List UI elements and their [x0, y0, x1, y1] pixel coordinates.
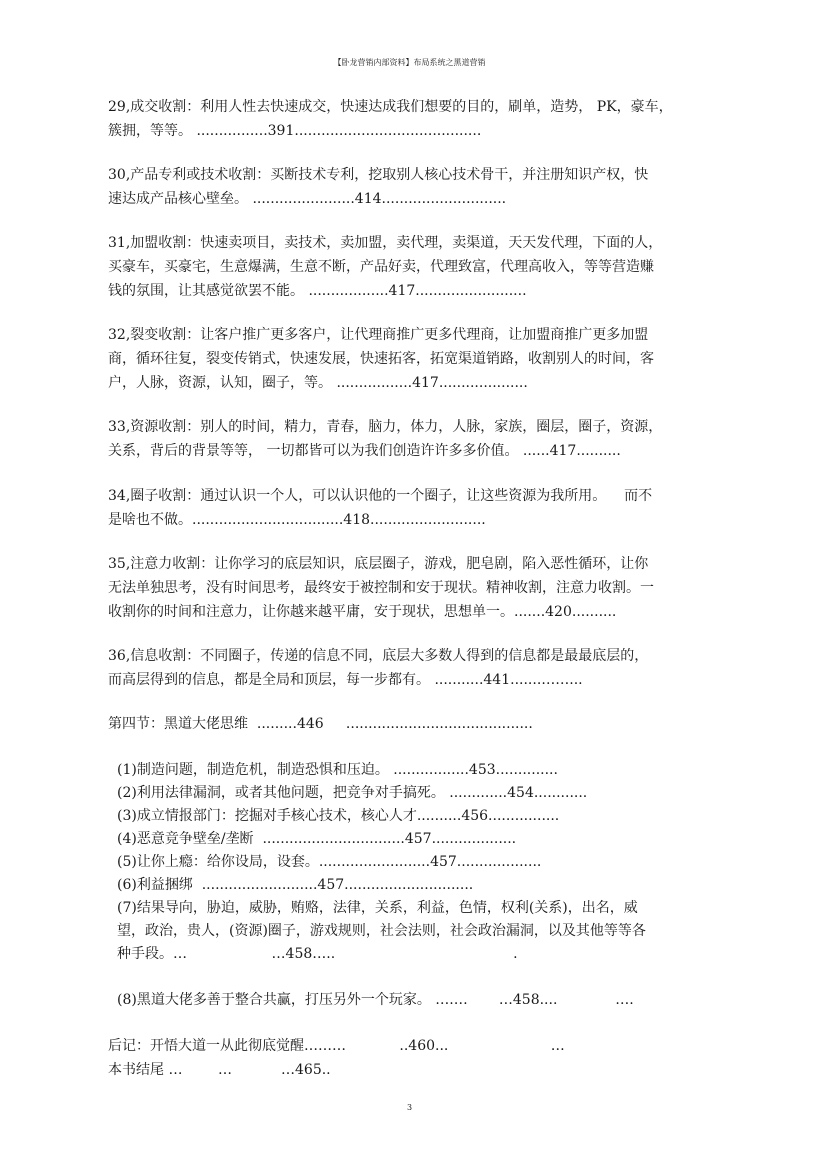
toc-entry-29-line-1: 29,成交收割：利用人性去快速成交，快速达成我们想要的目的，刷单，造势， PK，豪车， [108, 99, 673, 115]
section-item-3: (3)成立情报部门：挖掘对手核心技术，核心人才..........456................ [117, 808, 560, 824]
toc-entry-31-line-2: 买豪车，买豪宅，生意爆满，生意不断，产品好卖，代理致富，代理高收入，等等营造赚 [108, 259, 654, 275]
toc-entry-32-line-2: 商，循环往复，裂变传销式，快速发展，快速拓客，拓宽渠道销路，收割别人的时间，客 [108, 351, 654, 367]
toc-entry-33-line-1: 33,资源收割：别人的时间，精力，青春，脑力，体力，人脉，家族，圈层，圈子，资源， [108, 419, 663, 435]
page-number: 3 [406, 1103, 413, 1112]
section-item-6: (6)利益捆绑 ..........................457............................. [117, 877, 474, 893]
section-item-4: (4)恶意竞争壁垒/垄断 ................................457................... [117, 831, 517, 847]
toc-entry-35-line-2: 无法单独思考，没有时间思考，最终安于被控制和安于现状。精神收割，注意力收割。一 [108, 580, 654, 596]
section-item-1: (1)制造问题，制造危机，制造恐惧和压迫。 .................453.............. [117, 762, 558, 778]
afterword-line: 后记：开悟大道一从此彻底觉醒……… ..460... … [108, 1038, 565, 1054]
toc-entry-36-line-1: 36,信息收割：不同圈子，传递的信息不同，底层大多数人得到的信息都是最最底层的， [108, 648, 649, 664]
section-item-2: (2)利用法律漏洞，或者其他问题，把竞争对手搞死。 .............454............ [117, 785, 588, 801]
book-ending-line: 本书结尾 … … …465.. [108, 1062, 331, 1078]
toc-entry-35-line-3: 收割你的时间和注意力，让你越来越平庸，安于现状，思想单一。.......420.......... [108, 604, 617, 620]
toc-entry-33-line-2: 关系，背后的背景等等， 一切都皆可以为我们创造许许多多价值。 ......417.......... [108, 443, 621, 459]
toc-entry-30-line-2: 速达成产品核心壁垒。 .......................414............................ [108, 191, 507, 207]
section-item-7-line-2: 望，政治，贵人，(资源)圈子，游戏规则，社会法则，社会政治漏洞，以及其他等等各 [117, 923, 646, 939]
section-heading: 第四节：黑道大佬思维 .........446 .......................................... [108, 716, 533, 732]
toc-entry-32-line-1: 32,裂变收割：让客户推广更多客户，让代理商推广更多代理商，让加盟商推广更多加盟 [108, 327, 649, 343]
toc-entry-32-line-3: 户，人脉，资源，认知，圈子，等。 .................417.................... [108, 375, 528, 391]
section-item-7-line-3: 种手段。… …458….. . [117, 946, 518, 962]
toc-entry-35-line-1: 35,注意力收割：让你学习的底层知识，底层圈子，游戏，肥皂剧，陷入恶性循环，让你 [108, 556, 649, 572]
section-item-5: (5)让你上瘾：给你设局，设套。.........................457................... [117, 854, 542, 870]
toc-entry-31-line-1: 31,加盟收割：快速卖项目，卖技术，卖加盟，卖代理，卖渠道，天天发代理，下面的人， [108, 235, 663, 251]
toc-entry-30-line-1: 30,产品专利或技术收割：买断技术专利，挖取别人核心技术骨干，并注册知识产权，快 [108, 167, 649, 183]
section-item-7-line-1: (7)结果导向，胁迫，威胁，贿赂，法律，关系，利益，色情，权利(关系)，出名，威 [117, 900, 638, 916]
toc-entry-29-line-2: 簇拥，等等。 ................391.......................................... [108, 123, 482, 139]
toc-entry-31-line-3: 钱的氛围，让其感觉欲罢不能。 ..................417......................... [108, 283, 527, 299]
toc-entry-34-line-2: 是啥也不做。..................................418.......................... [108, 512, 486, 528]
toc-entry-34-line-1: 34,圈子收割：通过认识一个人，可以认识他的一个圈子，让这些资源为我所用。 而不 [108, 488, 653, 504]
toc-entry-36-line-2: 而高层得到的信息，都是全局和顶层，每一步都有。 ...........441.......……... [108, 672, 583, 688]
section-item-8: (8)黑道大佬多善于整合共赢，打压另外一个玩家。 ….… …458.... …. [117, 992, 634, 1008]
page-header-title: 【卧龙营销内部资料】布局系统之黑道营销 [333, 58, 486, 67]
